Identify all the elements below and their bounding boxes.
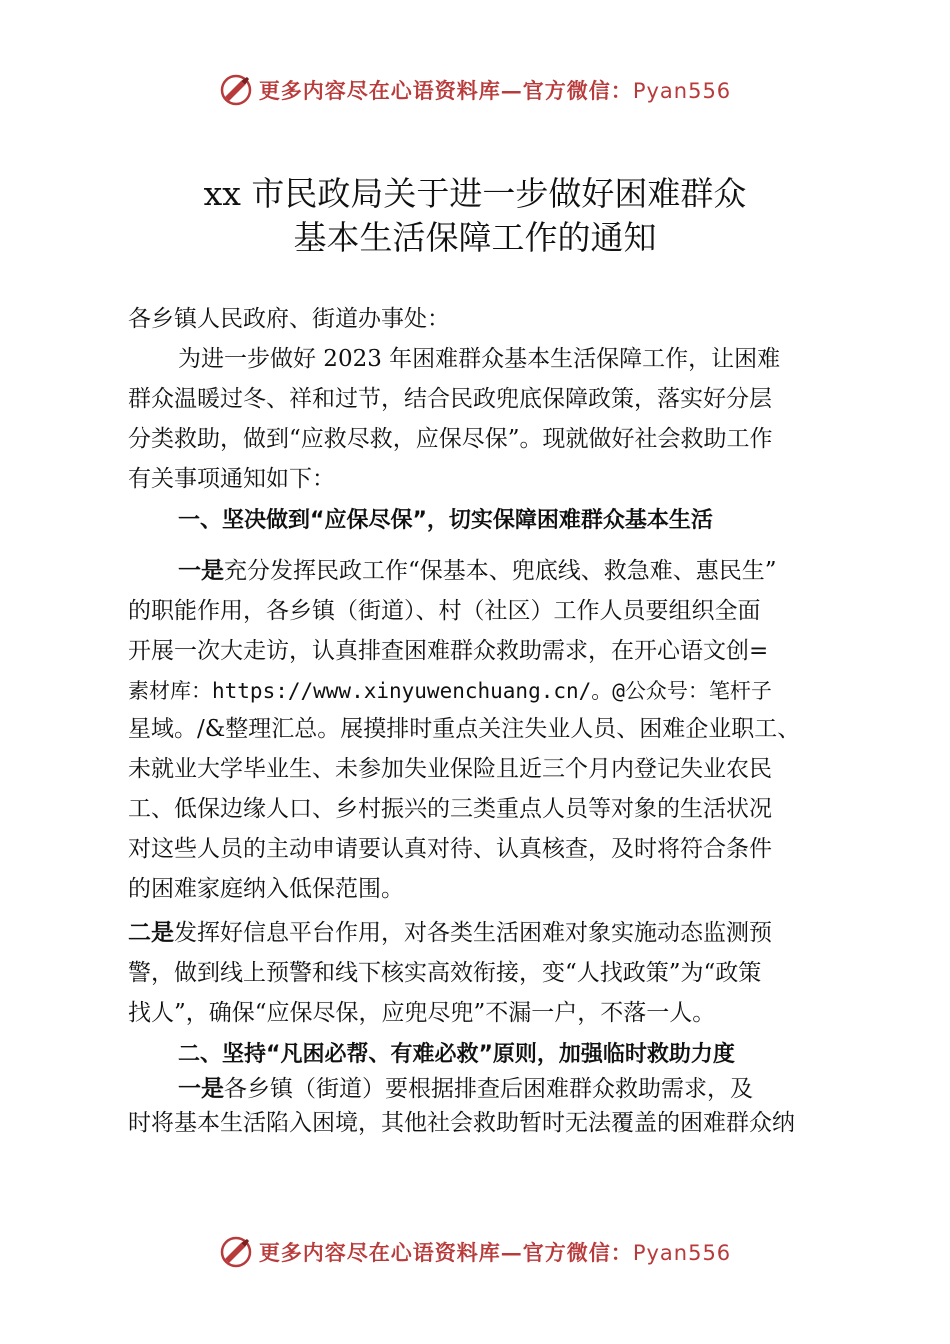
section-1-paragraph-1-line: 一是充分发挥民政工作“保基本、兜底线、救急难、惠民生” (178, 558, 777, 584)
watermark-id: Pyan556 (632, 79, 732, 103)
document-title-line-1: xx 市民政局关于进一步做好困难群众 (203, 174, 747, 213)
section-1-paragraph-2-line: 找人”，确保“应保尽保，应兜尽兜”不漏一户，不落一人。 (128, 1000, 716, 1026)
section-2-paragraph-1-line: 一是各乡镇（街道）要根据排查后困难群众救助需求，及 (178, 1076, 753, 1102)
brush-logo-icon (219, 1235, 253, 1269)
section-1-paragraph-1-line: 的职能作用，各乡镇（街道）、村（社区）工作人员要组织全面 (128, 598, 761, 624)
paragraph-lead: 一是 (178, 558, 224, 584)
section-1-paragraph-1-line: 星域。/&整理汇总。展摸排时重点关注失业人员、困难企业职工、 (128, 716, 801, 742)
paragraph-lead: 一是 (178, 1076, 224, 1102)
watermark-banner-bottom (0, 1230, 950, 1274)
document-title-line-2: 基本生活保障工作的通知 (293, 218, 657, 257)
section-1-paragraph-1-line: 工、低保边缘人口、乡村振兴的三类重点人员等对象的生活状况 (128, 796, 772, 822)
intro-line: 分类救助，做到“应救尽救，应保尽保”。现就做好社会救助工作 (128, 426, 773, 452)
watermark-text: 更多内容尽在心语资料库—官方微信：Pyan556 (258, 1240, 732, 1265)
paragraph-lead: 二是 (128, 920, 174, 946)
section-1-paragraph-2-line: 二是发挥好信息平台作用，对各类生活困难对象实施动态监测预 (128, 920, 772, 946)
brush-logo-icon (219, 73, 253, 107)
salutation: 各乡镇人民政府、街道办事处： (128, 306, 450, 332)
section-1-paragraph-1-line: 的困难家庭纳入低保范围。 (128, 876, 404, 902)
intro-line: 为进一步做好 2023 年困难群众基本生活保障工作，让困难 (178, 346, 781, 372)
watermark-id: Pyan556 (632, 1241, 732, 1265)
section-1-paragraph-1-line: 对这些人员的主动申请要认真对待、认真核查，及时将符合条件 (128, 836, 772, 862)
section-1-paragraph-1-url-line: 素材库：https://www.xinyuwenchuang.cn/。@公众号：笔杆子 (128, 679, 772, 703)
section-1-paragraph-2-line: 警，做到线上预警和线下核实高效衔接，变“人找政策”为“政策 (128, 960, 762, 986)
intro-line: 有关事项通知如下： (128, 466, 335, 492)
watermark-text: 更多内容尽在心语资料库—官方微信：Pyan556 (258, 78, 732, 103)
section-1-paragraph-1-line: 未就业大学毕业生、未参加失业保险且近三个月内登记失业农民 (128, 756, 772, 782)
section-2-heading: 二、坚持“凡困必帮、有难必救”原则，加强临时救助力度 (178, 1042, 735, 1067)
section-1-heading: 一、坚决做到“应保尽保”，切实保障困难群众基本生活 (178, 508, 713, 533)
section-2-paragraph-1-line: 时将基本生活陷入困境，其他社会救助暂时无法覆盖的困难群众纳 (128, 1110, 795, 1136)
watermark-banner-top (0, 68, 950, 112)
intro-line: 群众温暖过冬、祥和过节，结合民政兜底保障政策，落实好分层 (128, 386, 772, 412)
section-1-paragraph-1-line: 开展一次大走访，认真排查困难群众救助需求，在开心语文创= (128, 638, 769, 664)
